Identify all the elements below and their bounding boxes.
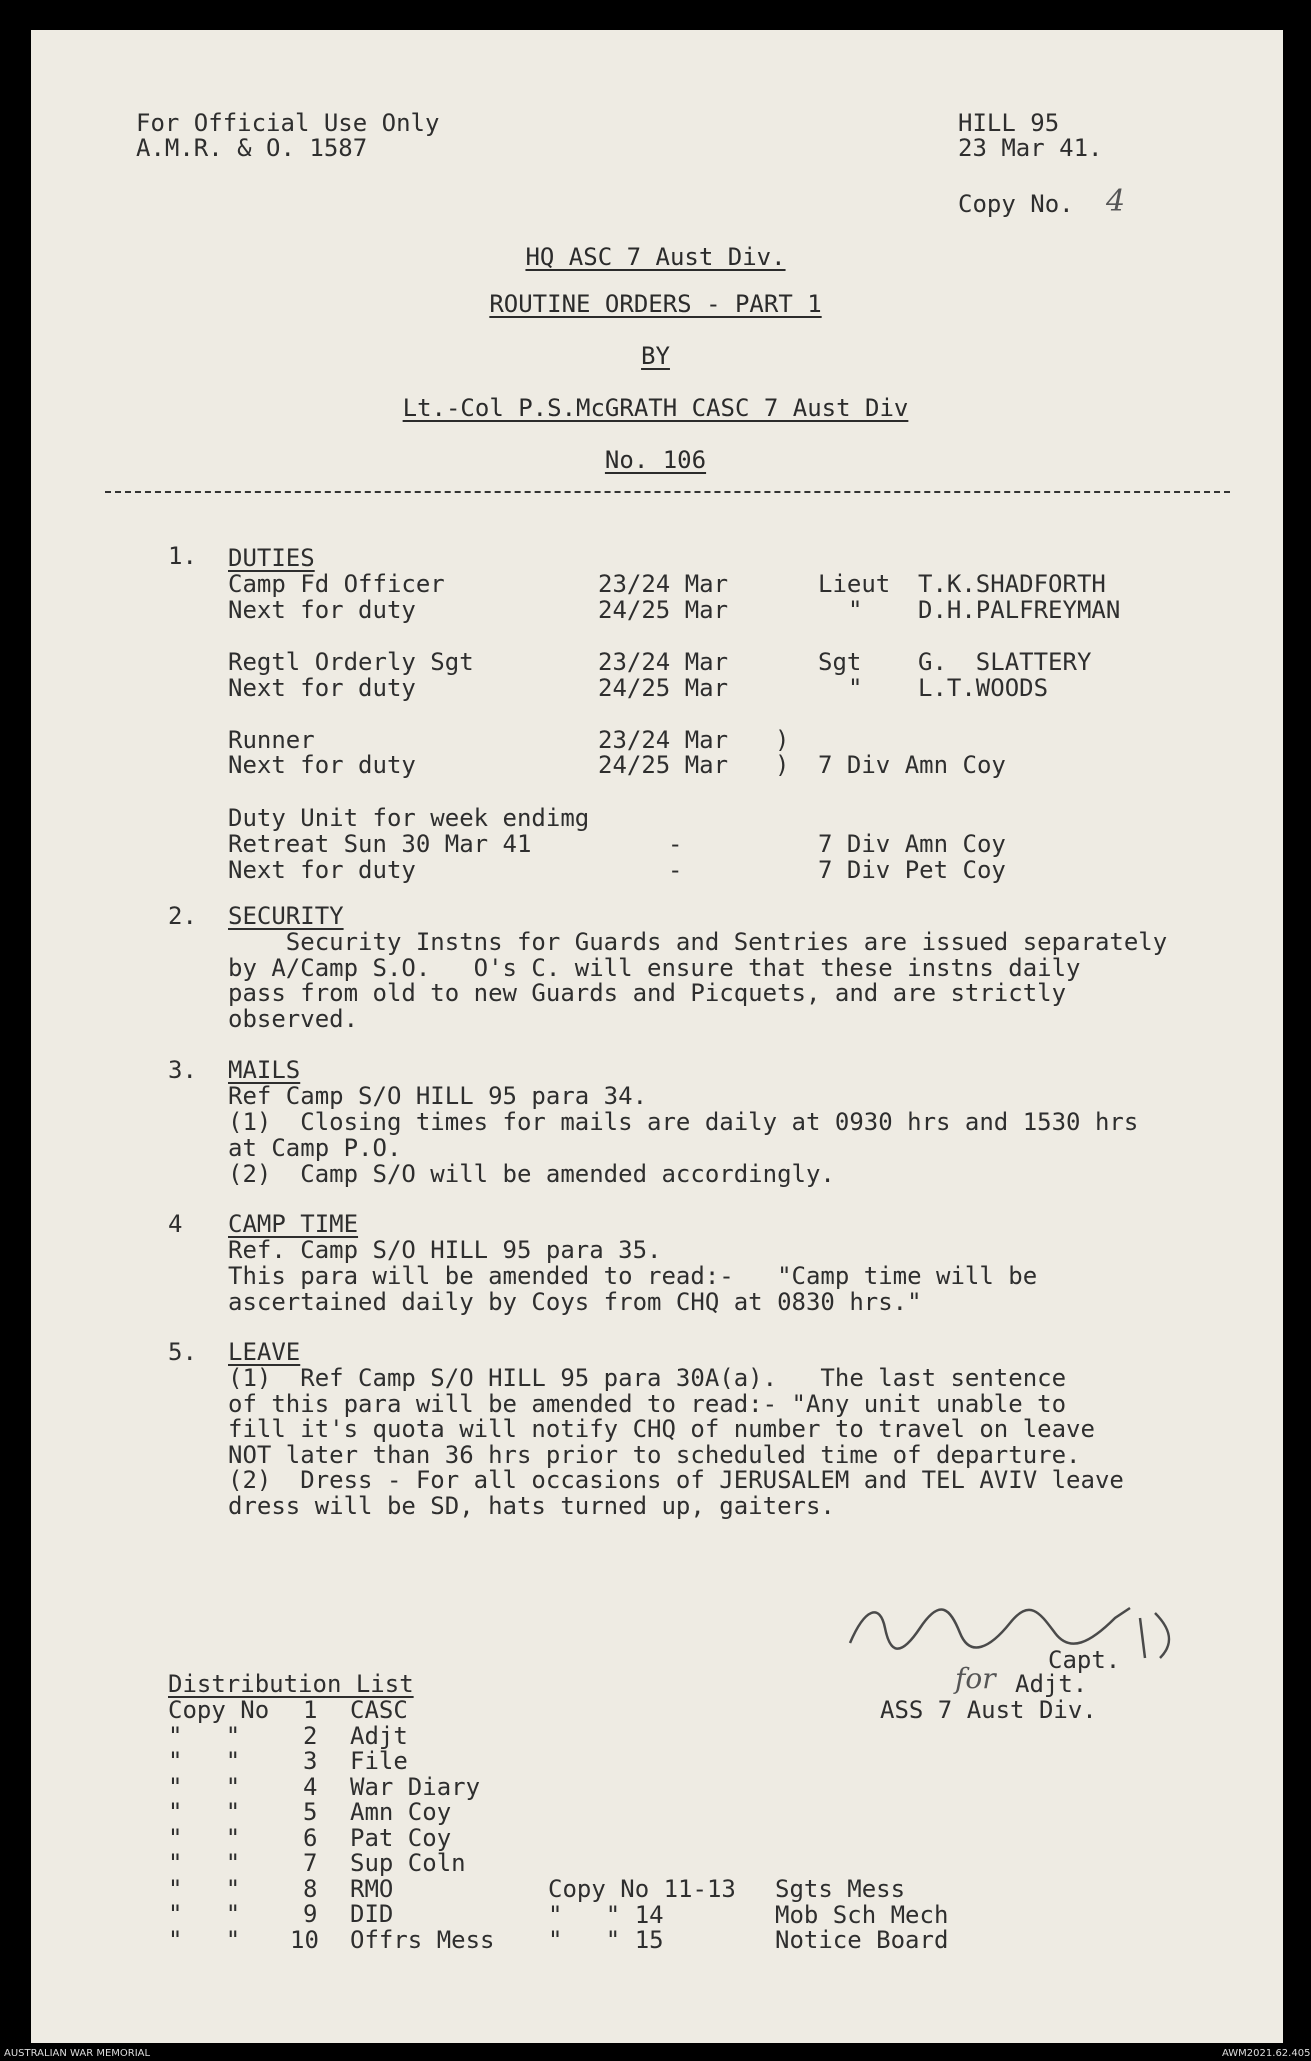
- section-heading: MAILS: [228, 1056, 301, 1084]
- order-number: No. 106: [604, 446, 707, 474]
- security-line: observed.: [228, 1005, 359, 1033]
- duty-role: Regtl Orderly Sgt: [228, 648, 474, 676]
- distribution-recipient: Offrs Mess: [350, 1925, 495, 1954]
- duty-dates: 23/24 Mar: [598, 726, 729, 754]
- duty-role: Runner: [228, 726, 315, 754]
- distribution-copy: " ": [168, 1823, 241, 1852]
- footer-archive: AUSTRALIAN WAR MEMORIAL: [4, 2048, 151, 2059]
- footer-accession: AWM2021.62.405: [1222, 2048, 1311, 2059]
- signature-scrawl: [840, 1588, 1200, 1668]
- distribution-number: 7: [303, 1849, 318, 1877]
- section-number: 3.: [168, 1056, 197, 1084]
- duty-rank: ): [775, 751, 790, 779]
- security-line: Security Instns for Guards and Sentries are issued separately: [228, 928, 1168, 956]
- duty-name: D.H.PALFREYMAN: [918, 596, 1121, 624]
- duty-dates: 23/24 Mar: [598, 648, 729, 676]
- distribution-number: 2: [303, 1721, 318, 1750]
- duty-name: 7 Div Pet Coy: [818, 856, 1006, 884]
- signature-for: for: [955, 1662, 996, 1695]
- distribution-recipient: Mob Sch Mech: [775, 1900, 949, 1929]
- leave-line: fill it's quota will notify CHQ of number to travel on leave: [228, 1415, 1095, 1443]
- distribution-number: 1: [303, 1696, 318, 1724]
- distribution-copy: Copy No: [168, 1696, 270, 1724]
- distribution-recipient: War Diary: [350, 1772, 481, 1801]
- duty-name: T.K.SHADFORTH: [918, 570, 1106, 598]
- section-number: 4: [168, 1210, 183, 1238]
- duty-role: Duty Unit for week endimg: [228, 804, 590, 832]
- duty-role: Next for duty: [228, 856, 416, 884]
- classification-label: For Official Use Only: [136, 109, 440, 137]
- duty-name: 7 Div Amn Coy: [818, 751, 1006, 779]
- distribution-copy: " ": [168, 1772, 241, 1801]
- leave-line: of this para will be amended to read:- "Any unit unable to: [228, 1390, 1067, 1418]
- divider: [105, 491, 1230, 493]
- distribution-recipient: DID: [350, 1900, 394, 1928]
- distribution-recipient: CASC: [350, 1696, 408, 1724]
- distribution-heading: Distribution List: [168, 1670, 414, 1698]
- leave-line: (2) Dress - For all occasions of JERUSALEM and TEL AVIV leave: [228, 1466, 1124, 1494]
- distribution-copy: " ": [168, 1900, 241, 1928]
- security-line: pass from old to new Guards and Picquets, and are strictly: [228, 979, 1067, 1007]
- section-heading: LEAVE: [228, 1338, 301, 1366]
- distribution-recipient: Adjt: [350, 1721, 408, 1750]
- section-heading: CAMP TIME: [228, 1210, 359, 1238]
- duty-dates: 24/25 Mar: [598, 674, 729, 702]
- copy-label: Copy No.: [958, 190, 1074, 218]
- distribution-number: 5: [303, 1798, 318, 1826]
- camp-time-line: ascertained daily by Coys from CHQ at 0830 hrs.": [228, 1288, 922, 1316]
- mails-line: (1) Closing times for mails are daily at 0930 hrs and 1530 hrs: [228, 1108, 1139, 1136]
- distribution-copy: " ": [168, 1925, 241, 1954]
- distribution-copy: " " 14: [548, 1900, 664, 1929]
- duty-role: Next for duty: [228, 596, 416, 624]
- duty-rank: Sgt: [818, 648, 862, 676]
- section-number: 5.: [168, 1338, 197, 1366]
- duty-dates: -: [668, 830, 683, 858]
- distribution-copy: " ": [168, 1798, 241, 1826]
- duty-name: L.T.WOODS: [918, 674, 1049, 702]
- duty-rank: ": [848, 674, 863, 702]
- distribution-copy: " ": [168, 1747, 241, 1775]
- duty-role: Next for duty: [228, 674, 416, 702]
- duty-name: G. SLATTERY: [918, 648, 1092, 676]
- commander-line: Lt.-Col P.S.McGRATH CASC 7 Aust Div: [402, 394, 909, 422]
- section-number: 1.: [168, 542, 197, 570]
- leave-line: (1) Ref Camp S/O HILL 95 para 30A(a). The last sentence: [228, 1364, 1067, 1392]
- camp-time-line: Ref. Camp S/O HILL 95 para 35.: [228, 1236, 662, 1264]
- duty-dates: 24/25 Mar: [598, 596, 729, 624]
- duty-dates: -: [668, 856, 683, 884]
- distribution-recipient: File: [350, 1747, 408, 1775]
- date: 23 Mar 41.: [958, 134, 1103, 162]
- duty-rank: Lieut: [818, 570, 891, 598]
- distribution-recipient: Amn Coy: [350, 1798, 452, 1826]
- by-line: BY: [641, 342, 670, 370]
- mails-line: at Camp P.O.: [228, 1134, 402, 1162]
- mails-line: Ref Camp S/O HILL 95 para 34.: [228, 1082, 648, 1110]
- distribution-number: 9: [303, 1900, 318, 1928]
- distribution-recipient: Sup Coln: [350, 1849, 466, 1877]
- unit-title: HQ ASC 7 Aust Div.: [525, 243, 786, 271]
- distribution-number: 10: [290, 1925, 319, 1954]
- distribution-copy: Copy No 11-13: [548, 1875, 736, 1903]
- document-title: ROUTINE ORDERS - PART 1: [489, 290, 822, 318]
- leave-line: dress will be SD, hats turned up, gaiters.: [228, 1492, 835, 1520]
- section-heading: SECURITY: [228, 902, 344, 930]
- section-number: 2.: [168, 902, 197, 930]
- security-line: by A/Camp S.O. O's C. will ensure that these instns daily: [228, 954, 1081, 982]
- distribution-recipient: Sgts Mess: [775, 1875, 906, 1903]
- copy-number-handwritten: 4: [1106, 184, 1126, 219]
- duty-rank: ": [848, 596, 863, 624]
- distribution-recipient: Pat Coy: [350, 1823, 452, 1852]
- signature-rank: Capt.: [1048, 1646, 1121, 1674]
- duty-role: Next for duty: [228, 751, 416, 779]
- signature-unit: ASS 7 Aust Div.: [880, 1696, 1097, 1724]
- location: HILL 95: [958, 109, 1060, 137]
- distribution-number: 4: [303, 1772, 318, 1801]
- duty-name: 7 Div Amn Coy: [818, 830, 1006, 858]
- distribution-copy: " ": [168, 1849, 241, 1877]
- distribution-copy: " " 15: [548, 1926, 664, 1954]
- distribution-number: 8: [303, 1874, 318, 1903]
- duty-rank: ): [775, 726, 790, 754]
- mails-line: (2) Camp S/O will be amended accordingly.: [228, 1160, 835, 1188]
- camp-time-line: This para will be amended to read:- "Camp time will be: [228, 1262, 1038, 1290]
- distribution-recipient: RMO: [350, 1874, 394, 1903]
- amr-reference: A.M.R. & O. 1587: [136, 134, 368, 162]
- duty-dates: 23/24 Mar: [598, 570, 729, 598]
- duty-role: Retreat Sun 30 Mar 41: [228, 830, 532, 858]
- section-heading: DUTIES: [228, 544, 315, 572]
- distribution-copy: " ": [168, 1874, 241, 1903]
- duty-role: Camp Fd Officer: [228, 570, 445, 598]
- distribution-copy: " ": [168, 1721, 241, 1750]
- distribution-number: 3: [303, 1747, 318, 1775]
- leave-line: NOT later than 36 hrs prior to scheduled time of departure.: [228, 1441, 1081, 1469]
- signature-role: Adjt.: [1015, 1670, 1088, 1698]
- duty-dates: 24/25 Mar: [598, 751, 729, 779]
- distribution-recipient: Notice Board: [775, 1926, 949, 1954]
- distribution-number: 6: [303, 1823, 318, 1852]
